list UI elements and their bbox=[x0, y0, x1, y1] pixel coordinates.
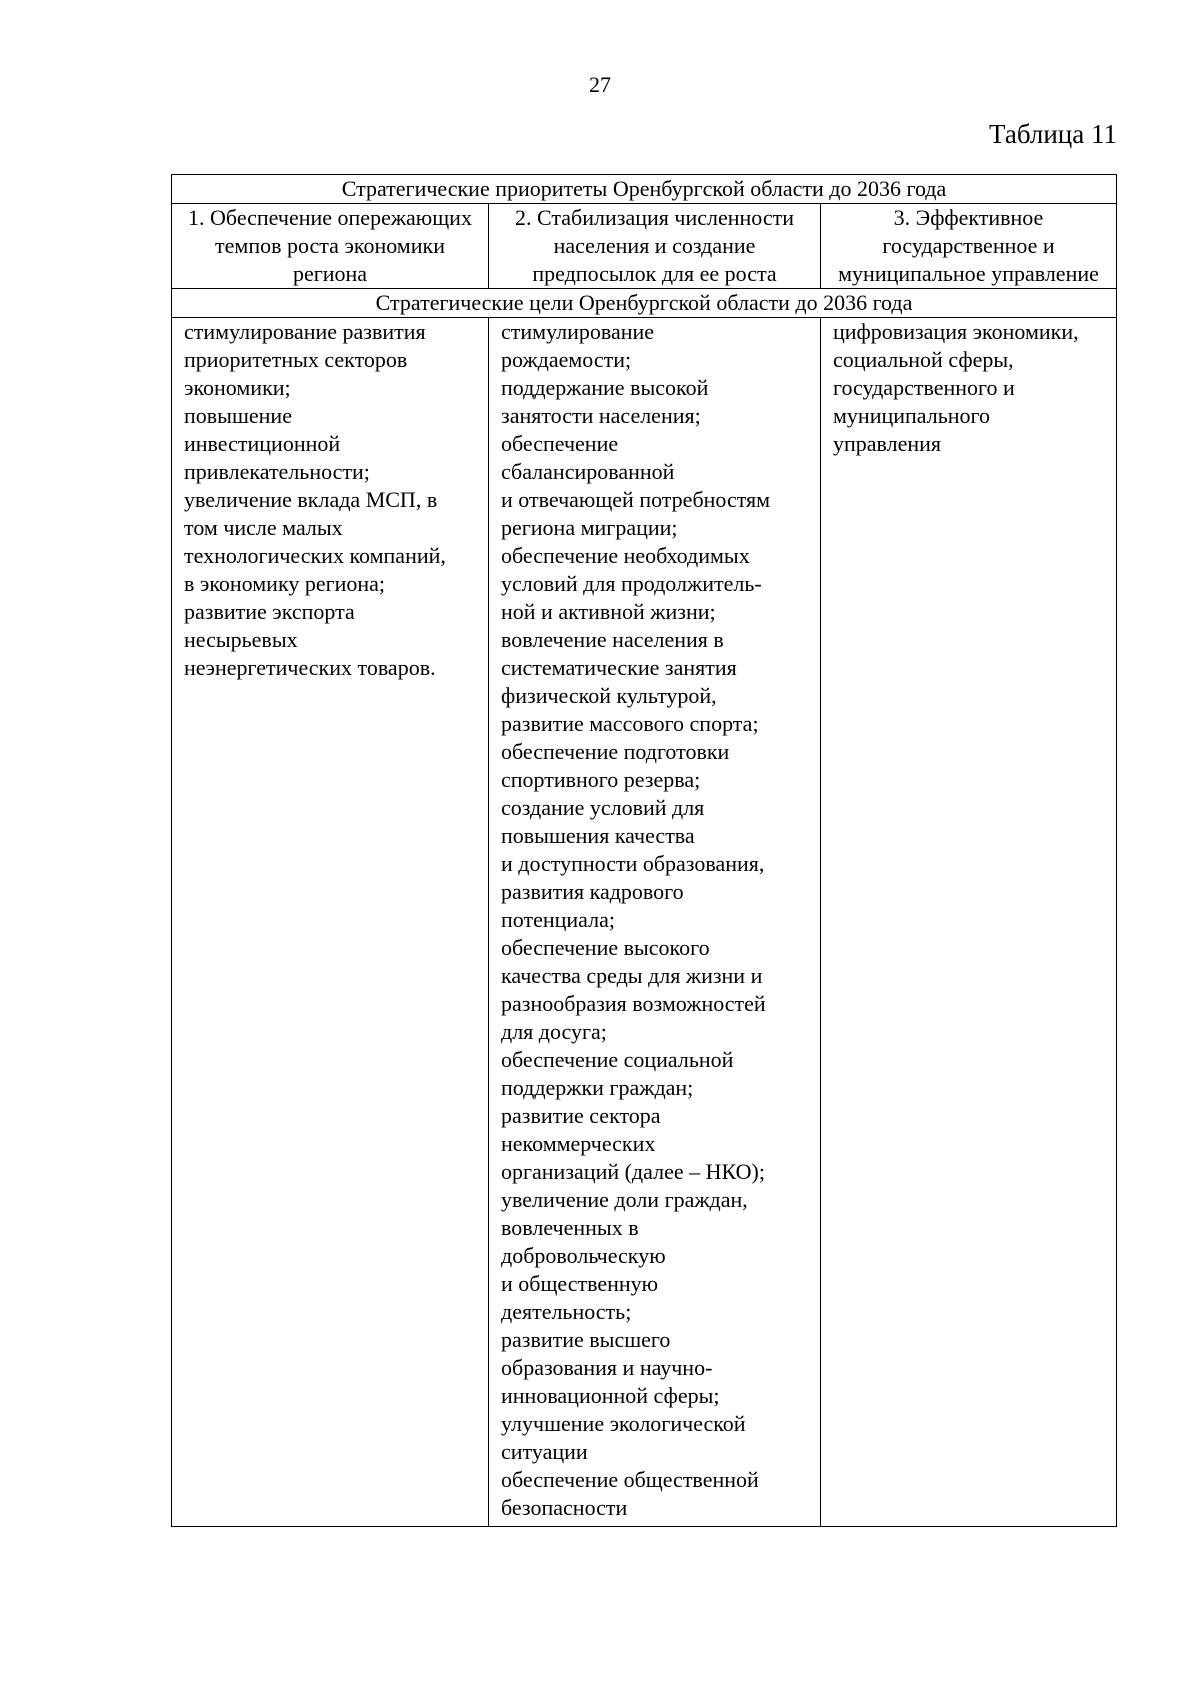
goal-line: развитие высшего bbox=[501, 1327, 671, 1352]
priorities-row bbox=[172, 204, 1117, 289]
goals-column-1 bbox=[172, 318, 489, 1527]
goal-line: развития кадрового bbox=[501, 879, 684, 904]
goal-line: сбалансированной bbox=[501, 459, 675, 484]
goal-line: увеличение доли граждан, bbox=[501, 1187, 748, 1212]
priority-2: 2. Стабилизация численности населения и создание предпосылок для ее роста bbox=[489, 204, 821, 289]
goal-line: в экономику региона; bbox=[184, 571, 386, 596]
goal-line: добровольческую bbox=[501, 1243, 666, 1268]
goals-row bbox=[172, 318, 1117, 1527]
goal-line: физической культурой, bbox=[501, 683, 717, 708]
goal-line: поддержание высокой bbox=[501, 375, 709, 400]
goal-line: безопасности bbox=[501, 1495, 628, 1520]
goal-line: привлекательности; bbox=[184, 459, 370, 484]
goal-line: увеличение вклада МСП, в bbox=[184, 487, 438, 512]
goal-line: социальной сферы, bbox=[833, 347, 1014, 372]
goal-line: систематические занятия bbox=[501, 655, 737, 680]
goal-line: инвестиционной bbox=[184, 431, 341, 456]
goal-line: образования и научно- bbox=[501, 1355, 713, 1380]
goal-line: вовлеченных в bbox=[501, 1215, 639, 1240]
goal-line: стимулирование развития bbox=[184, 319, 426, 344]
goal-line: спортивного резерва; bbox=[501, 767, 701, 792]
goal-line: занятости населения; bbox=[501, 403, 701, 428]
goal-line: приоритетных секторов bbox=[184, 347, 408, 372]
goal-line: поддержки граждан; bbox=[501, 1075, 694, 1100]
goal-line: обеспечение подготовки bbox=[501, 739, 730, 764]
goal-line: стимулирование bbox=[501, 319, 655, 344]
goal-line: неэнергетических товаров. bbox=[184, 655, 436, 680]
goal-line: создание условий для bbox=[501, 795, 705, 820]
goal-line: развитие сектора bbox=[501, 1103, 661, 1128]
goal-line: организаций (далее – НКО); bbox=[501, 1159, 765, 1184]
goal-line: для досуга; bbox=[501, 1019, 607, 1044]
goal-line: развитие массового спорта; bbox=[501, 711, 759, 736]
goal-line: и доступности образования, bbox=[501, 851, 765, 876]
goal-line: вовлечение населения в bbox=[501, 627, 724, 652]
goal-line: и общественную bbox=[501, 1271, 659, 1296]
goal-line: обеспечение высокого bbox=[501, 935, 710, 960]
strategy-table bbox=[171, 174, 1117, 1527]
goal-line: несырьевых bbox=[184, 627, 298, 652]
goal-line: ситуации bbox=[501, 1439, 588, 1464]
goal-line: развитие экспорта bbox=[184, 599, 355, 624]
goals-column-3 bbox=[821, 318, 1117, 1527]
priorities-title-row bbox=[172, 175, 1117, 204]
goal-line: цифровизация экономики, bbox=[833, 319, 1079, 344]
goals-title: Стратегические цели Оренбургской области до 2036 года bbox=[172, 289, 1117, 318]
goal-line: обеспечение социальной bbox=[501, 1047, 734, 1072]
priority-3: 3. Эффективное государственное и муниципальное управление bbox=[821, 204, 1117, 289]
goal-line: качества среды для жизни и bbox=[501, 963, 763, 988]
goal-line: обеспечение общественной bbox=[501, 1467, 759, 1492]
goal-line: повышения качества bbox=[501, 823, 695, 848]
goal-line: и отвечающей потребностям bbox=[501, 487, 771, 512]
goals-column-2 bbox=[489, 318, 821, 1527]
goal-line: рождаемости; bbox=[501, 347, 632, 372]
goal-line: повышение bbox=[184, 403, 292, 428]
page-number: 27 bbox=[589, 72, 611, 97]
goal-line: обеспечение необходимых bbox=[501, 543, 750, 568]
goal-line: улучшение экологической bbox=[501, 1411, 746, 1436]
table-label: Таблица 11 bbox=[989, 119, 1117, 149]
goal-line: государственного и bbox=[833, 375, 1015, 400]
goal-line: том числе малых bbox=[184, 515, 343, 540]
goal-line: некоммерческих bbox=[501, 1131, 656, 1156]
goal-line: обеспечение bbox=[501, 431, 619, 456]
priority-1: 1. Обеспечение опережающих темпов роста экономики региона bbox=[172, 204, 489, 289]
goal-line: технологических компаний, bbox=[184, 543, 446, 568]
priorities-title: Стратегические приоритеты Оренбургской области до 2036 года bbox=[172, 175, 1117, 204]
goal-line: деятельность; bbox=[501, 1299, 632, 1324]
goal-line: условий для продолжитель- bbox=[501, 571, 762, 596]
goals-title-row bbox=[172, 289, 1117, 318]
goal-line: муниципального bbox=[833, 403, 991, 428]
goal-line: инновационной сферы; bbox=[501, 1383, 720, 1408]
goal-line: экономики; bbox=[184, 375, 291, 400]
goal-line: ной и активной жизни; bbox=[501, 599, 716, 624]
goal-line: потенциала; bbox=[501, 907, 615, 932]
goal-line: управления bbox=[833, 431, 942, 456]
goal-line: региона миграции; bbox=[501, 515, 678, 540]
goal-line: разнообразия возможностей bbox=[501, 991, 766, 1016]
